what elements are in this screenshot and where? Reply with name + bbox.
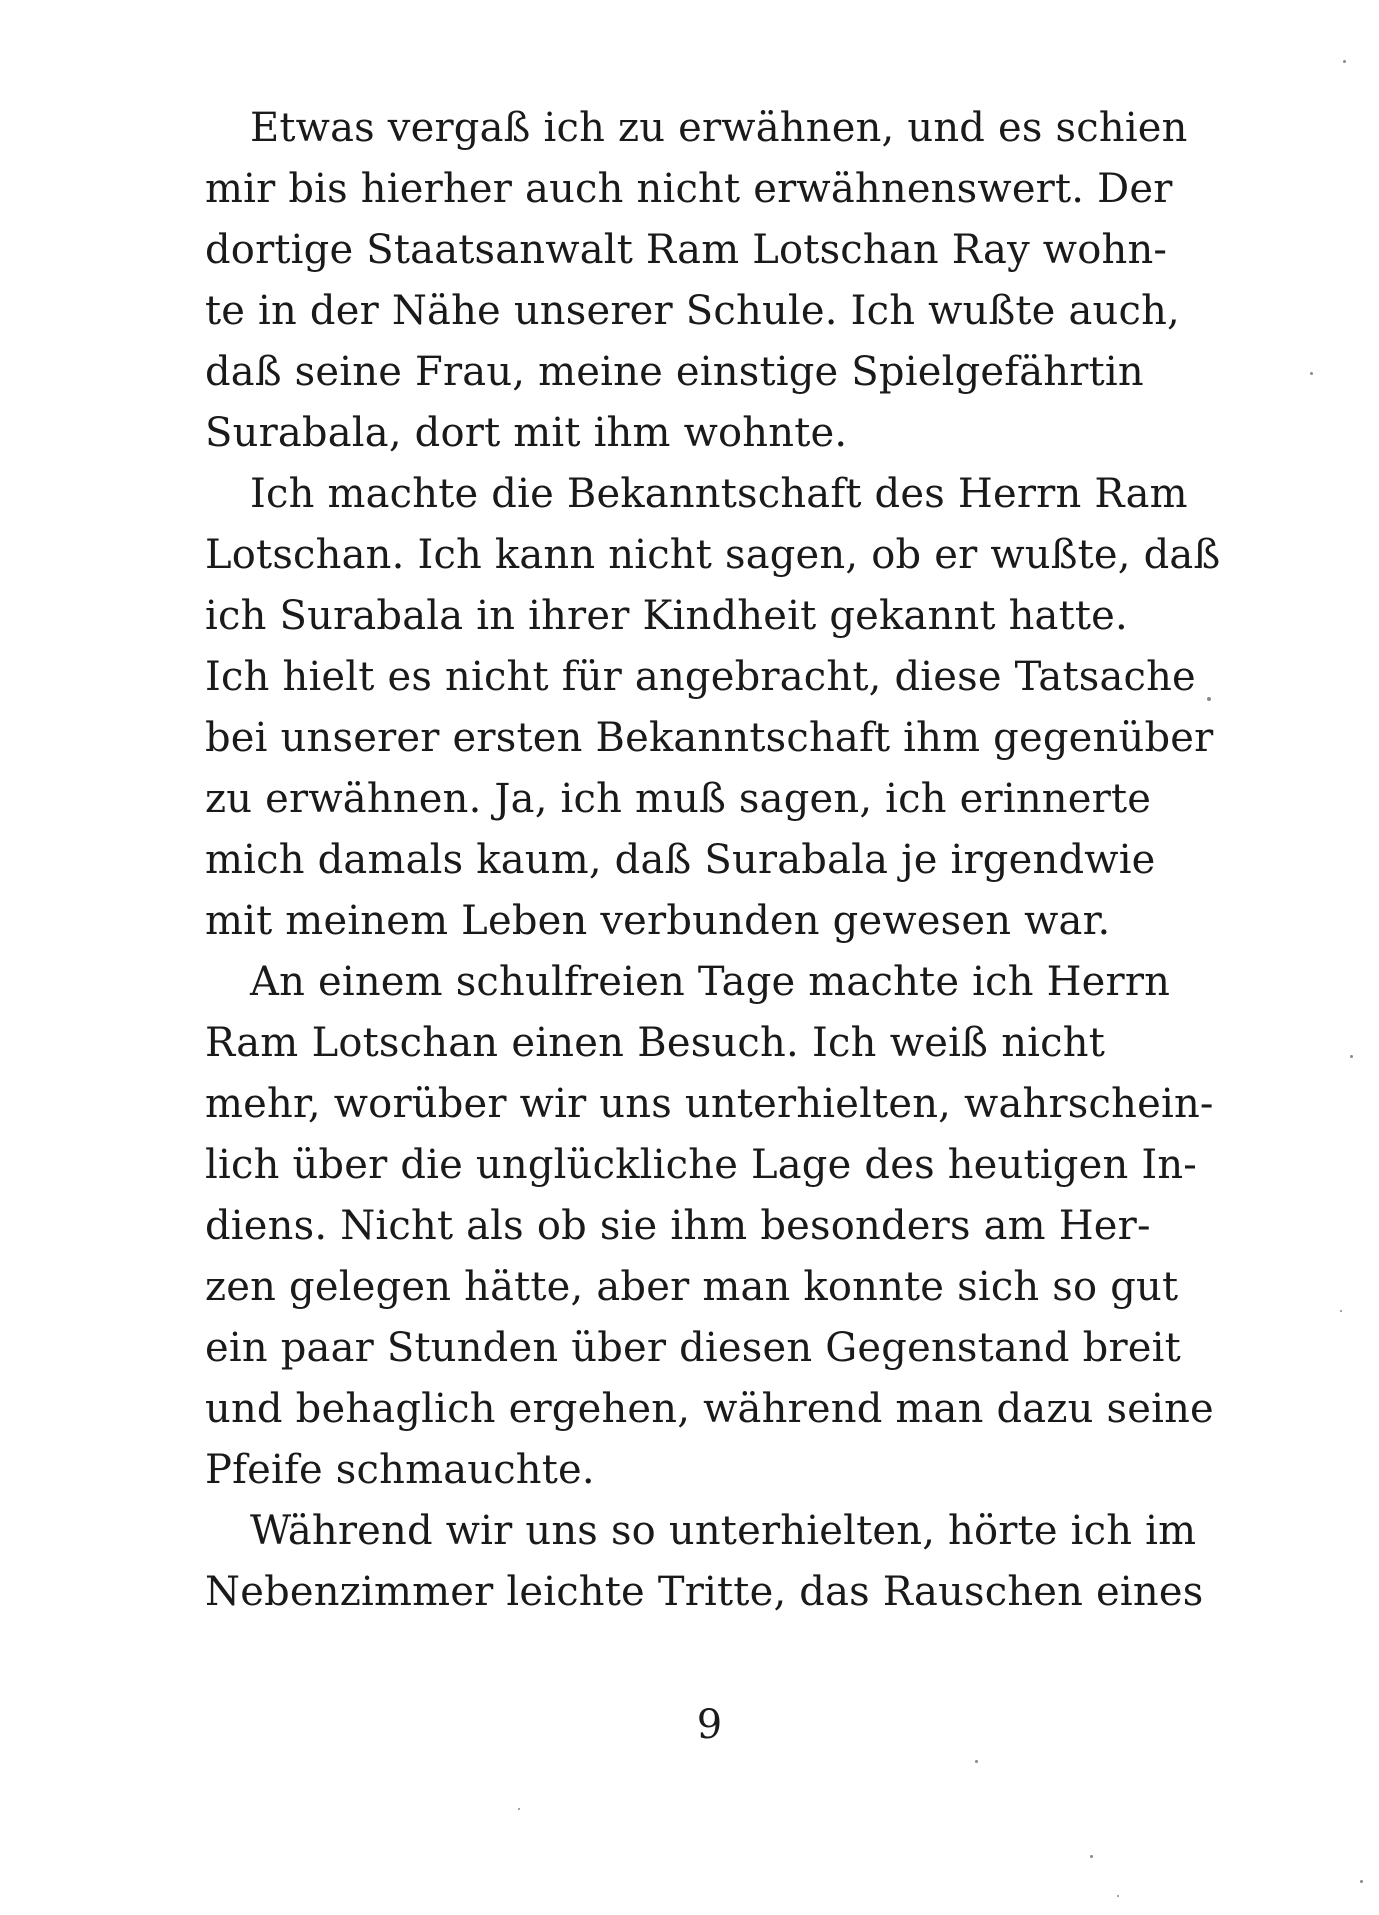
text-line: zen gelegen hätte, aber man konnte sich so gut (205, 1264, 1179, 1310)
text-line: mehr, worüber wir uns unterhielten, wahrschein- (205, 1081, 1214, 1127)
text-line: Nebenzimmer leichte Tritte, das Rauschen eines (205, 1569, 1204, 1615)
text-line: bei unserer ersten Bekanntschaft ihm gegenüber (205, 715, 1214, 761)
text-line: zu erwähnen. Ja, ich muß sagen, ich erinnerte (205, 776, 1152, 822)
text-line: Lotschan. Ich kann nicht sagen, ob er wußte, daß (205, 532, 1221, 578)
scan-speck (1207, 697, 1211, 701)
text-line: ein paar Stunden über diesen Gegenstand breit (205, 1325, 1181, 1371)
scan-speck (518, 1808, 520, 1810)
scan-speck (1343, 60, 1346, 63)
scan-speck (1360, 1880, 1363, 1883)
scan-speck (975, 1760, 978, 1763)
text-line: Ram Lotschan einen Besuch. Ich weiß nicht (205, 1020, 1105, 1066)
text-line: An einem schulfreien Tage machte ich Herrn (250, 959, 1171, 1005)
text-line: dortige Staatsanwalt Ram Lotschan Ray wohn- (205, 227, 1168, 273)
text-line: Etwas vergaß ich zu erwähnen, und es schien (250, 105, 1188, 151)
text-line: ich Surabala in ihrer Kindheit gekannt hatte. (205, 593, 1128, 639)
scan-speck (1350, 1055, 1353, 1058)
text-line: lich über die unglückliche Lage des heutigen In- (205, 1142, 1198, 1188)
scan-speck (1090, 1855, 1093, 1858)
text-line: mit meinem Leben verbunden gewesen war. (205, 898, 1111, 944)
body-text (205, 98, 1221, 1623)
text-line: diens. Nicht als ob sie ihm besonders am Her- (205, 1203, 1151, 1249)
scan-speck (1310, 372, 1313, 375)
scan-speck (1340, 1310, 1342, 1312)
text-line: mich damals kaum, daß Surabala je irgendwie (205, 837, 1156, 883)
text-line: Surabala, dort mit ihm wohnte. (205, 410, 848, 456)
text-line: Ich hielt es nicht für angebracht, diese Tatsache (205, 654, 1196, 700)
text-line: und behaglich ergehen, während man dazu seine (205, 1386, 1214, 1432)
text-line: Pfeife schmauchte. (205, 1447, 595, 1493)
text-line: mir bis hierher auch nicht erwähnenswert. Der (205, 166, 1173, 212)
text-line: Während wir uns so unterhielten, hörte ich im (250, 1508, 1197, 1554)
text-line: te in der Nähe unserer Schule. Ich wußte auch, (205, 288, 1180, 334)
text-line: Ich machte die Bekanntschaft des Herrn Ram (250, 471, 1188, 517)
scan-speck (1117, 1895, 1119, 1897)
text-line: daß seine Frau, meine einstige Spielgefährtin (205, 349, 1144, 395)
page-number: 9 (696, 1702, 723, 1748)
